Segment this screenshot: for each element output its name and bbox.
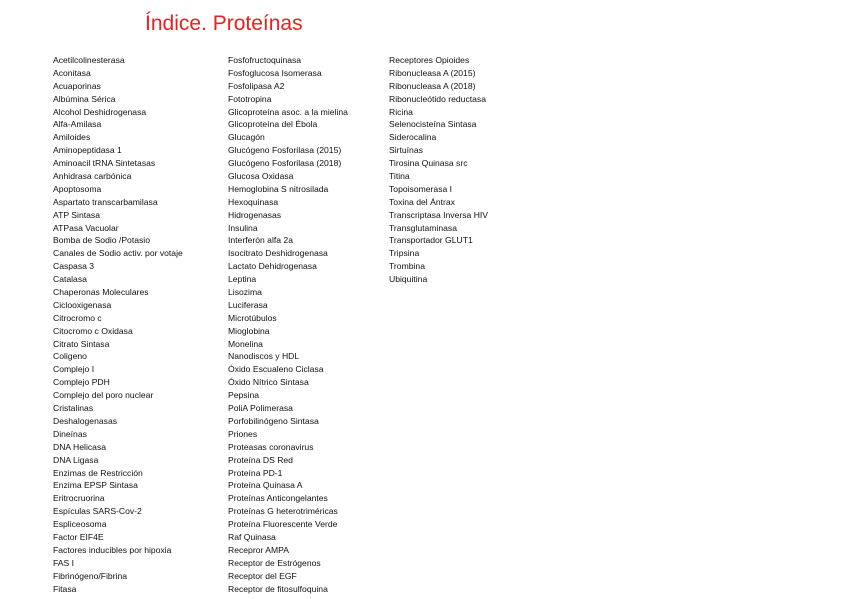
index-entry: Lactato Dehidrogenasa: [228, 261, 317, 272]
index-entry: Bomba de Sodio /Potasio: [53, 235, 150, 246]
index-entry: Fibrinógeno/Fibrina: [53, 570, 128, 581]
index-entry: Alfa-Amilasa: [53, 119, 102, 130]
index-entry: Glicoproteína asoc. a la mielina: [228, 106, 348, 117]
index-entry: Citocromo c Oxidasa: [53, 325, 133, 336]
index-entry: Caspasa 3: [53, 261, 95, 272]
index-entry: Ciclooxigenasa: [53, 299, 112, 310]
index-entry: Raf Quinasa: [228, 531, 276, 542]
index-entry: Mioglobina: [228, 325, 270, 336]
index-entry: Lisozima: [228, 287, 262, 298]
index-entry: Transcriptasa Inversa HIV: [389, 209, 489, 220]
index-entry: Aminopeptidasa 1: [53, 145, 122, 156]
index-entry: Trombina: [389, 261, 425, 272]
index-entry: Topoisomerasa I: [389, 183, 453, 194]
index-entry: Factores inducibles por hipoxia: [53, 544, 172, 555]
index-entry: Acuaporinas: [53, 80, 101, 91]
index-entry: Alcohol Deshidrogenasa: [53, 106, 147, 117]
index-entry: Tripsina: [389, 248, 420, 259]
index-entry: Selenocisteína Sintasa: [389, 119, 477, 130]
index-entry: Ricina: [389, 106, 413, 117]
index-entry: Hemoglobina S nitrosilada: [228, 183, 329, 194]
index-entry: Cristalinas: [53, 403, 94, 414]
index-entry: Ribonucleasa A (2018): [389, 80, 476, 91]
index-entry: Factor EIF4E: [53, 531, 104, 542]
index-entry: Enzimas de Restricción: [53, 467, 143, 478]
index-entry: Chaperonas Moleculares: [53, 287, 149, 298]
index-entry: Proteínas Anticongelantes: [228, 493, 328, 504]
index-entry: Proteína DS Red: [228, 454, 293, 465]
index-entry: Tirosina Quinasa src: [389, 158, 468, 169]
index-entry: PoliA Polimerasa: [228, 403, 293, 414]
index-entry: DNA Helicasa: [53, 441, 107, 452]
index-entry: Aspartato transcarbamilasa: [53, 196, 158, 207]
index-entry: Proteína Fluorescente Verde: [228, 519, 338, 530]
index-entry: Canales de Sodio activ. por votaje: [53, 248, 183, 259]
index-entry: Receptores Opioides: [389, 55, 470, 65]
index-entry: Hexoquinasa: [228, 196, 279, 207]
index-entry: Transglutaminasa: [389, 222, 457, 233]
page-title: Índice. Proteínas: [145, 12, 303, 35]
index-entry: Siderocalina: [389, 132, 437, 143]
index-entry: Espliceosoma: [53, 519, 107, 530]
index-entry: Ribonucleótido reductasa: [389, 93, 486, 104]
index-entry: Porfobilinógeno Sintasa: [228, 415, 319, 426]
index-entry: Óxido Nítrico Sintasa: [228, 377, 309, 388]
index-entry: Microtúbulos: [228, 312, 277, 323]
index-column-1: [53, 54, 183, 595]
index-entry: Dineínas: [53, 428, 87, 439]
index-entry: Deshalogenasas: [53, 415, 118, 426]
index-entry: Leptina: [228, 274, 257, 285]
index-entry: Interferón alfa 2a: [228, 235, 293, 246]
index-entry: Proteína PD-1: [228, 467, 283, 478]
index-column-2: [228, 54, 348, 595]
index-entry: Proteína Quinasa A: [228, 480, 303, 491]
index-entry: Glucógeno Fosforilasa (2015): [228, 145, 342, 156]
index-entry: Eritrocruorina: [53, 493, 105, 504]
index-entry: Glucosa Oxidasa: [228, 171, 294, 182]
index-entry: Titina: [389, 171, 410, 182]
index-entry: Hidrogenasas: [228, 209, 282, 220]
index-entry: Fitasa: [53, 583, 77, 594]
index-entry: Albúmina Sérica: [53, 93, 116, 104]
index-entry: Aconitasa: [53, 67, 91, 78]
index-entry: FAS I: [53, 557, 75, 568]
index-entry: Complejo del poro nuclear: [53, 390, 154, 401]
index-entry: Isocitrato Deshidrogenasa: [228, 248, 328, 259]
index-entry: Insulina: [228, 222, 258, 233]
index-entry: Fosfolipasa A2: [228, 80, 285, 91]
index-entry: Pepsina: [228, 390, 260, 401]
index-entry: ATPasa Vacuolar: [53, 222, 119, 233]
index-entry: Anhidrasa carbónica: [53, 171, 132, 182]
index-entry: DNA Ligasa: [53, 454, 99, 465]
index-entry: Coligeno: [53, 351, 87, 362]
index-entry: Luciferasa: [228, 299, 268, 310]
index-entry: Aminoacil tRNA Sintetasas: [53, 158, 156, 169]
index-entry: Espículas SARS-Cov-2: [53, 506, 142, 517]
index-entry: Catalasa: [53, 274, 87, 285]
index-entry: Ribonucleasa A (2015): [389, 67, 476, 78]
index-entry: Priones: [228, 428, 258, 439]
index-entry: Fosfoglucosa Isomerasa: [228, 67, 322, 78]
index-entry: Proteínas G heterotriméricas: [228, 506, 338, 517]
index-entry: Recepror AMPA: [228, 544, 289, 555]
index-entry: Óxido Escualeno Ciclasa: [228, 364, 324, 375]
index-entry: Citrato Sintasa: [53, 338, 110, 349]
index-entry: Acetilcolinesterasa: [53, 55, 125, 65]
index-entry: Fototropina: [228, 93, 272, 104]
index-entry: Receptor de fitosulfoquina: [228, 583, 328, 594]
index-entry: Proteasas coronavirus: [228, 441, 314, 452]
index-column-3: [389, 54, 488, 286]
index-entry: Toxina del Ántrax: [389, 196, 455, 207]
index-entry: Transportador GLUT1: [389, 235, 473, 246]
index-entry: Sirtuínas: [389, 145, 423, 156]
index-entry: Citrocromo c: [53, 312, 102, 323]
index-entry: Amiloides: [53, 132, 91, 143]
index-entry: Glucagón: [228, 132, 265, 143]
index-entry: Ubiquitina: [389, 274, 428, 285]
index-entry: Enzima EPSP Sintasa: [53, 480, 138, 491]
index-entry: Complejo I: [53, 364, 95, 375]
index-entry: Receptor del EGF: [228, 570, 297, 581]
index-entry: Glucógeno Fosforilasa (2018): [228, 158, 342, 169]
index-entry: ATP Sintasa: [53, 209, 100, 220]
index-entry: Fosfofructoquinasa: [228, 55, 302, 65]
index-entry: Monelina: [228, 338, 263, 349]
index-entry: Apoptosoma: [53, 183, 102, 194]
index-entry: Receptor de Estrógenos: [228, 557, 321, 568]
index-entry: Glicoproteína del Ébola: [228, 119, 318, 130]
index-entry: Nanodiscos y HDL: [228, 351, 300, 362]
index-entry: Complejo PDH: [53, 377, 110, 388]
